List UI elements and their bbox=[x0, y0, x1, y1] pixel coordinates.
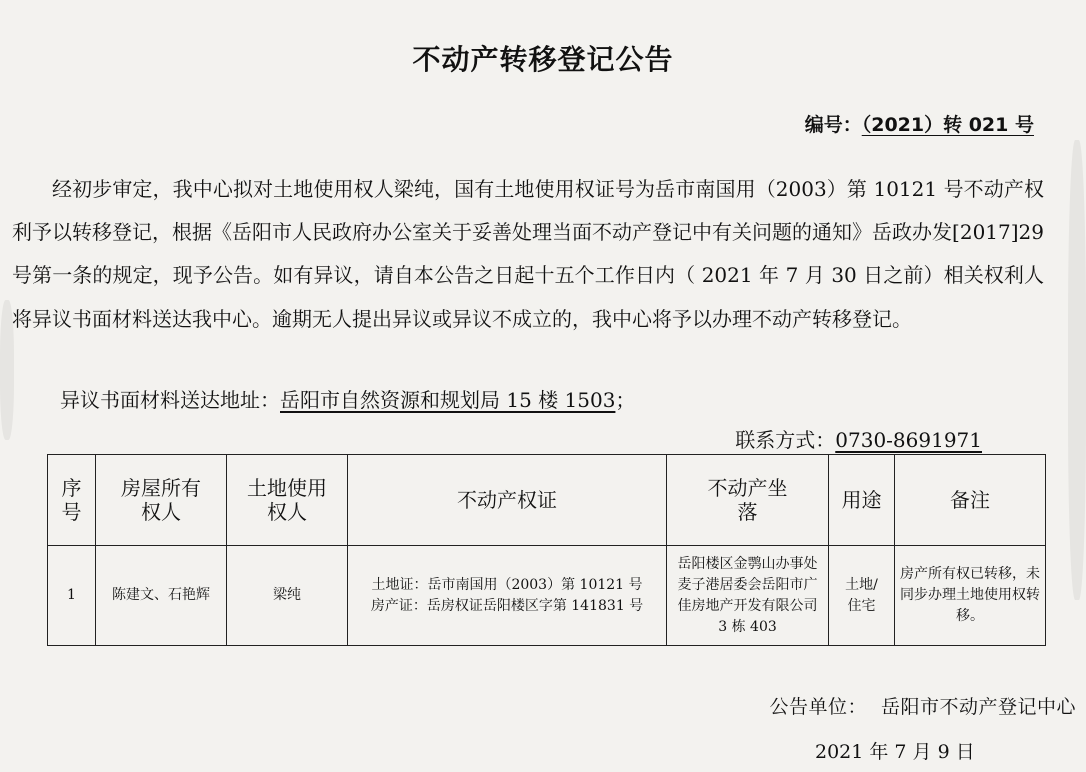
document-number-value: （2021）转 021 号 bbox=[861, 114, 1034, 136]
row-location: 岳阳楼区金鹗山办事处麦子港居委会岳阳市广佳房地产开发有限公司 3 栋 403 bbox=[667, 546, 829, 646]
house-certificate: 房产证：岳房权证岳阳楼区字第 141831 号 bbox=[370, 597, 644, 614]
land-certificate: 土地证：岳市南国用（2003）第 10121 号 bbox=[371, 576, 643, 593]
issuer bbox=[769, 692, 1076, 719]
address-label: 异议书面材料送达地址： bbox=[60, 388, 280, 412]
row-land-user: 梁纯 bbox=[227, 546, 348, 646]
notice-title: 不动产转移登记公告 bbox=[412, 43, 674, 76]
header-land-user: 土地使用权人 bbox=[227, 455, 348, 546]
table-row bbox=[48, 546, 1046, 646]
row-remark: 房产所有权已转移，未同步办理土地使用权转移。 bbox=[895, 546, 1046, 646]
objection-address bbox=[60, 384, 635, 413]
address-value: 岳阳市自然资源和规划局 15 楼 1503 bbox=[280, 388, 616, 412]
row-house-owner: 陈建文、石艳辉 bbox=[96, 546, 227, 646]
registration-table bbox=[47, 454, 1046, 646]
header-usage: 用途 bbox=[829, 455, 895, 546]
contact-info bbox=[735, 424, 982, 453]
document-number-label: 编号： bbox=[804, 114, 862, 136]
row-index: 1 bbox=[48, 546, 96, 646]
document-number bbox=[805, 110, 1034, 137]
header-location: 不动产坐落 bbox=[667, 455, 829, 546]
issue-date: 2021 年 7 月 9 日 bbox=[815, 741, 975, 763]
header-certificate: 不动产权证 bbox=[348, 455, 667, 546]
header-house-owner: 房屋所有权人 bbox=[96, 455, 227, 546]
header-index: 序号 bbox=[48, 455, 96, 546]
row-certificate bbox=[348, 546, 667, 646]
contact-label: 联系方式： bbox=[735, 428, 836, 452]
notice-body: 经初步审定，我中心拟对土地使用权人梁纯，国有土地使用权证号为岳市南国用（2003）第 10121 号不动产权利予以转移登记，根据《岳阳市人民政府办公室关于妥善处理当面不动产登记中有关问题的通知》岳政办发[2017]29 号第一条的规定，现予公告。如有异议，请自本公告之日起十五个工作日内（ 2021 年 7 月 30 日之前）相关权利人将异议书面材料送达我中心。逾期无人提出异议或异议不成立的，我中心将予以办理不动产转移登记。 bbox=[12, 177, 1044, 331]
address-end: ； bbox=[615, 388, 636, 412]
issuer-value: 岳阳市不动产登记中心 bbox=[880, 696, 1076, 718]
table-header-row bbox=[48, 455, 1046, 546]
row-usage: 土地/住宅 bbox=[829, 546, 895, 646]
contact-value: 0730-8691971 bbox=[835, 428, 982, 452]
issuer-label: 公告单位： bbox=[769, 696, 867, 718]
header-remark: 备注 bbox=[895, 455, 1046, 546]
scan-mark bbox=[1068, 140, 1086, 600]
